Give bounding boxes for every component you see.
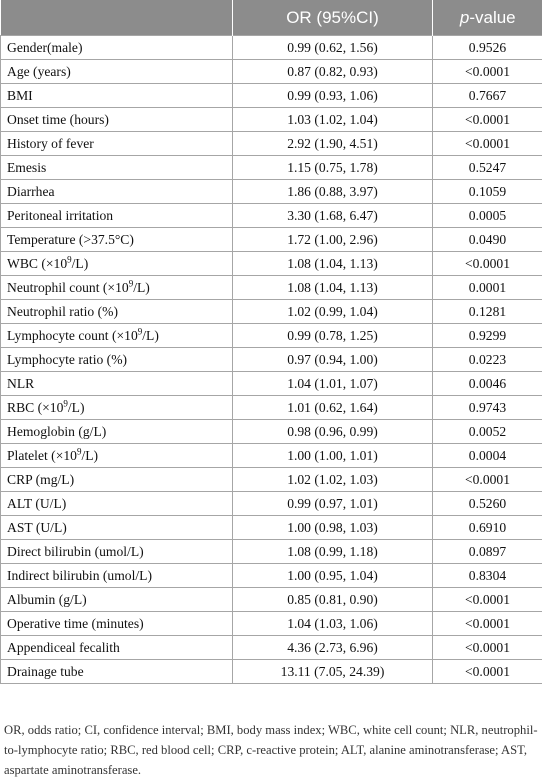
variable-superscript: 9: [77, 446, 82, 456]
p-value-cell: <0.0001: [433, 468, 542, 492]
or-ci-cell: 1.08 (1.04, 1.13): [233, 276, 433, 300]
table-row: [1, 84, 542, 108]
table-row: [1, 660, 542, 684]
table-header: [1, 0, 542, 36]
table-row: [1, 612, 542, 636]
p-value-cell: <0.0001: [433, 588, 542, 612]
variable-cell: [1, 84, 233, 108]
variable-cell: [1, 612, 233, 636]
variable-cell: [1, 636, 233, 660]
variable-cell: [1, 300, 233, 324]
header-or-ci: OR (95%CI): [233, 0, 433, 36]
variable-label: History of fever: [7, 136, 94, 151]
or-ci-cell: 1.01 (0.62, 1.64): [233, 396, 433, 420]
or-ci-cell: 0.87 (0.82, 0.93): [233, 60, 433, 84]
variable-label: Emesis: [7, 160, 46, 175]
p-value-cell: 0.6910: [433, 516, 542, 540]
or-ci-cell: 1.86 (0.88, 3.97): [233, 180, 433, 204]
p-value-cell: 0.0052: [433, 420, 542, 444]
or-ci-cell: 3.30 (1.68, 6.47): [233, 204, 433, 228]
table-row: [1, 468, 542, 492]
or-ci-cell: 1.08 (0.99, 1.18): [233, 540, 433, 564]
variable-label: BMI: [7, 88, 33, 103]
p-value-cell: 0.0001: [433, 276, 542, 300]
or-ci-cell: 1.15 (0.75, 1.78): [233, 156, 433, 180]
table-row: [1, 300, 542, 324]
variable-label: Hemoglobin (g/L): [7, 424, 106, 439]
or-ci-cell: 0.85 (0.81, 0.90): [233, 588, 433, 612]
variable-cell: [1, 36, 233, 60]
variable-label: Neutrophil count (×10: [7, 280, 129, 295]
or-ci-cell: 4.36 (2.73, 6.96): [233, 636, 433, 660]
table-row: [1, 372, 542, 396]
variable-label: WBC (×10: [7, 256, 67, 271]
variable-cell: [1, 588, 233, 612]
variable-cell: [1, 324, 233, 348]
variable-label: Lymphocyte count (×10: [7, 328, 138, 343]
variable-superscript: 9: [138, 326, 143, 336]
or-ci-cell: 1.03 (1.02, 1.04): [233, 108, 433, 132]
variable-superscript: 9: [129, 278, 134, 288]
p-value-cell: 0.5260: [433, 492, 542, 516]
or-ci-cell: 1.72 (1.00, 2.96): [233, 228, 433, 252]
variable-cell: [1, 396, 233, 420]
table-row: [1, 156, 542, 180]
header-p-italic: p: [460, 8, 469, 27]
table-row: [1, 252, 542, 276]
table-row: [1, 636, 542, 660]
variable-label: Albumin (g/L): [7, 592, 87, 607]
variable-cell: [1, 60, 233, 84]
p-value-cell: 0.9526: [433, 36, 542, 60]
p-value-cell: <0.0001: [433, 132, 542, 156]
variable-cell: [1, 468, 233, 492]
or-ci-cell: 1.04 (1.01, 1.07): [233, 372, 433, 396]
variable-label: Peritoneal irritation: [7, 208, 113, 223]
variable-cell: [1, 420, 233, 444]
p-value-cell: 0.7667: [433, 84, 542, 108]
p-value-cell: 0.5247: [433, 156, 542, 180]
table-row: [1, 516, 542, 540]
variable-label: AST (U/L): [7, 520, 67, 535]
table-footnote: OR, odds ratio; CI, confidence interval; BMI, body mass index; WBC, white cell count; NLR, neutrophil-to-lymphocyte ratio; RBC, red blood cell; CRP, c-reactive protein; ALT, alanine aminotransferase; AST, aspartate aminotransferase.: [4, 720, 540, 780]
variable-unit-suffix: /L): [142, 328, 159, 343]
table-row: [1, 228, 542, 252]
variable-label: CRP (mg/L): [7, 472, 74, 487]
variable-label: Temperature (>37.5°C): [7, 232, 134, 247]
p-value-cell: 0.9299: [433, 324, 542, 348]
or-ci-cell: 0.98 (0.96, 0.99): [233, 420, 433, 444]
variable-cell: [1, 540, 233, 564]
variable-label: Age (years): [7, 64, 71, 79]
table-row: [1, 492, 542, 516]
table-row: [1, 132, 542, 156]
p-value-cell: <0.0001: [433, 60, 542, 84]
or-ci-cell: 1.00 (0.95, 1.04): [233, 564, 433, 588]
variable-cell: [1, 228, 233, 252]
variable-unit-suffix: /L): [72, 256, 89, 271]
variable-cell: [1, 204, 233, 228]
variable-unit-suffix: /L): [133, 280, 150, 295]
p-value-cell: 0.0223: [433, 348, 542, 372]
or-ci-cell: 13.11 (7.05, 24.39): [233, 660, 433, 684]
variable-label: Neutrophil ratio (%): [7, 304, 118, 319]
variable-label: Operative time (minutes): [7, 616, 144, 631]
variable-cell: [1, 516, 233, 540]
or-ci-cell: 1.04 (1.03, 1.06): [233, 612, 433, 636]
variable-cell: [1, 132, 233, 156]
or-ci-cell: 0.99 (0.62, 1.56): [233, 36, 433, 60]
table-row: [1, 420, 542, 444]
p-value-cell: <0.0001: [433, 660, 542, 684]
table-row: [1, 324, 542, 348]
variable-cell: [1, 372, 233, 396]
or-ci-cell: 2.92 (1.90, 4.51): [233, 132, 433, 156]
table-row: [1, 180, 542, 204]
p-value-cell: 0.9743: [433, 396, 542, 420]
header-row: [1, 0, 542, 36]
table-row: [1, 276, 542, 300]
or-ci-cell: 0.99 (0.93, 1.06): [233, 84, 433, 108]
variable-label: Appendiceal fecalith: [7, 640, 120, 655]
variable-cell: [1, 444, 233, 468]
p-value-cell: 0.8304: [433, 564, 542, 588]
or-ci-cell: 1.00 (1.00, 1.01): [233, 444, 433, 468]
p-value-cell: 0.0005: [433, 204, 542, 228]
variable-superscript: 9: [63, 398, 68, 408]
or-ci-cell: 1.02 (0.99, 1.04): [233, 300, 433, 324]
variable-label: Lymphocyte ratio (%): [7, 352, 127, 367]
table-row: [1, 540, 542, 564]
table-row: [1, 564, 542, 588]
variable-unit-suffix: /L): [81, 448, 98, 463]
p-value-cell: 0.0897: [433, 540, 542, 564]
table-row: [1, 60, 542, 84]
header-p-value: [433, 0, 542, 36]
variable-cell: [1, 660, 233, 684]
or-ci-cell: 1.08 (1.04, 1.13): [233, 252, 433, 276]
table-body: [1, 36, 542, 684]
p-value-cell: <0.0001: [433, 252, 542, 276]
variable-label: Drainage tube: [7, 664, 84, 679]
variable-label: NLR: [7, 376, 34, 391]
variable-cell: [1, 252, 233, 276]
variable-label: RBC (×10: [7, 400, 63, 415]
or-ci-cell: 1.02 (1.02, 1.03): [233, 468, 433, 492]
variable-label: Gender(male): [7, 40, 82, 55]
variable-label: Onset time (hours): [7, 112, 109, 127]
variable-cell: [1, 108, 233, 132]
p-value-cell: 0.1281: [433, 300, 542, 324]
or-ci-cell: 0.97 (0.94, 1.00): [233, 348, 433, 372]
p-value-cell: <0.0001: [433, 612, 542, 636]
variable-cell: [1, 348, 233, 372]
p-value-cell: 0.0490: [433, 228, 542, 252]
variable-cell: [1, 156, 233, 180]
p-value-cell: 0.1059: [433, 180, 542, 204]
variable-cell: [1, 276, 233, 300]
table-row: [1, 36, 542, 60]
table-row: [1, 348, 542, 372]
variable-label: Platelet (×10: [7, 448, 77, 463]
table-row: [1, 108, 542, 132]
table-row: [1, 444, 542, 468]
header-p-suffix: -value: [469, 8, 515, 27]
variable-cell: [1, 180, 233, 204]
variable-cell: [1, 492, 233, 516]
variable-cell: [1, 564, 233, 588]
table-row: [1, 204, 542, 228]
or-ci-cell: 0.99 (0.78, 1.25): [233, 324, 433, 348]
variable-unit-suffix: /L): [68, 400, 85, 415]
variable-superscript: 9: [67, 254, 72, 264]
header-variable: [1, 0, 233, 36]
or-ci-cell: 0.99 (0.97, 1.01): [233, 492, 433, 516]
variable-label: ALT (U/L): [7, 496, 66, 511]
p-value-cell: 0.0046: [433, 372, 542, 396]
p-value-cell: <0.0001: [433, 636, 542, 660]
variable-label: Diarrhea: [7, 184, 55, 199]
or-ci-cell: 1.00 (0.98, 1.03): [233, 516, 433, 540]
variable-label: Indirect bilirubin (umol/L): [7, 568, 152, 583]
p-value-cell: <0.0001: [433, 108, 542, 132]
table-row: [1, 396, 542, 420]
variable-label: Direct bilirubin (umol/L): [7, 544, 144, 559]
p-value-cell: 0.0004: [433, 444, 542, 468]
table-row: [1, 588, 542, 612]
